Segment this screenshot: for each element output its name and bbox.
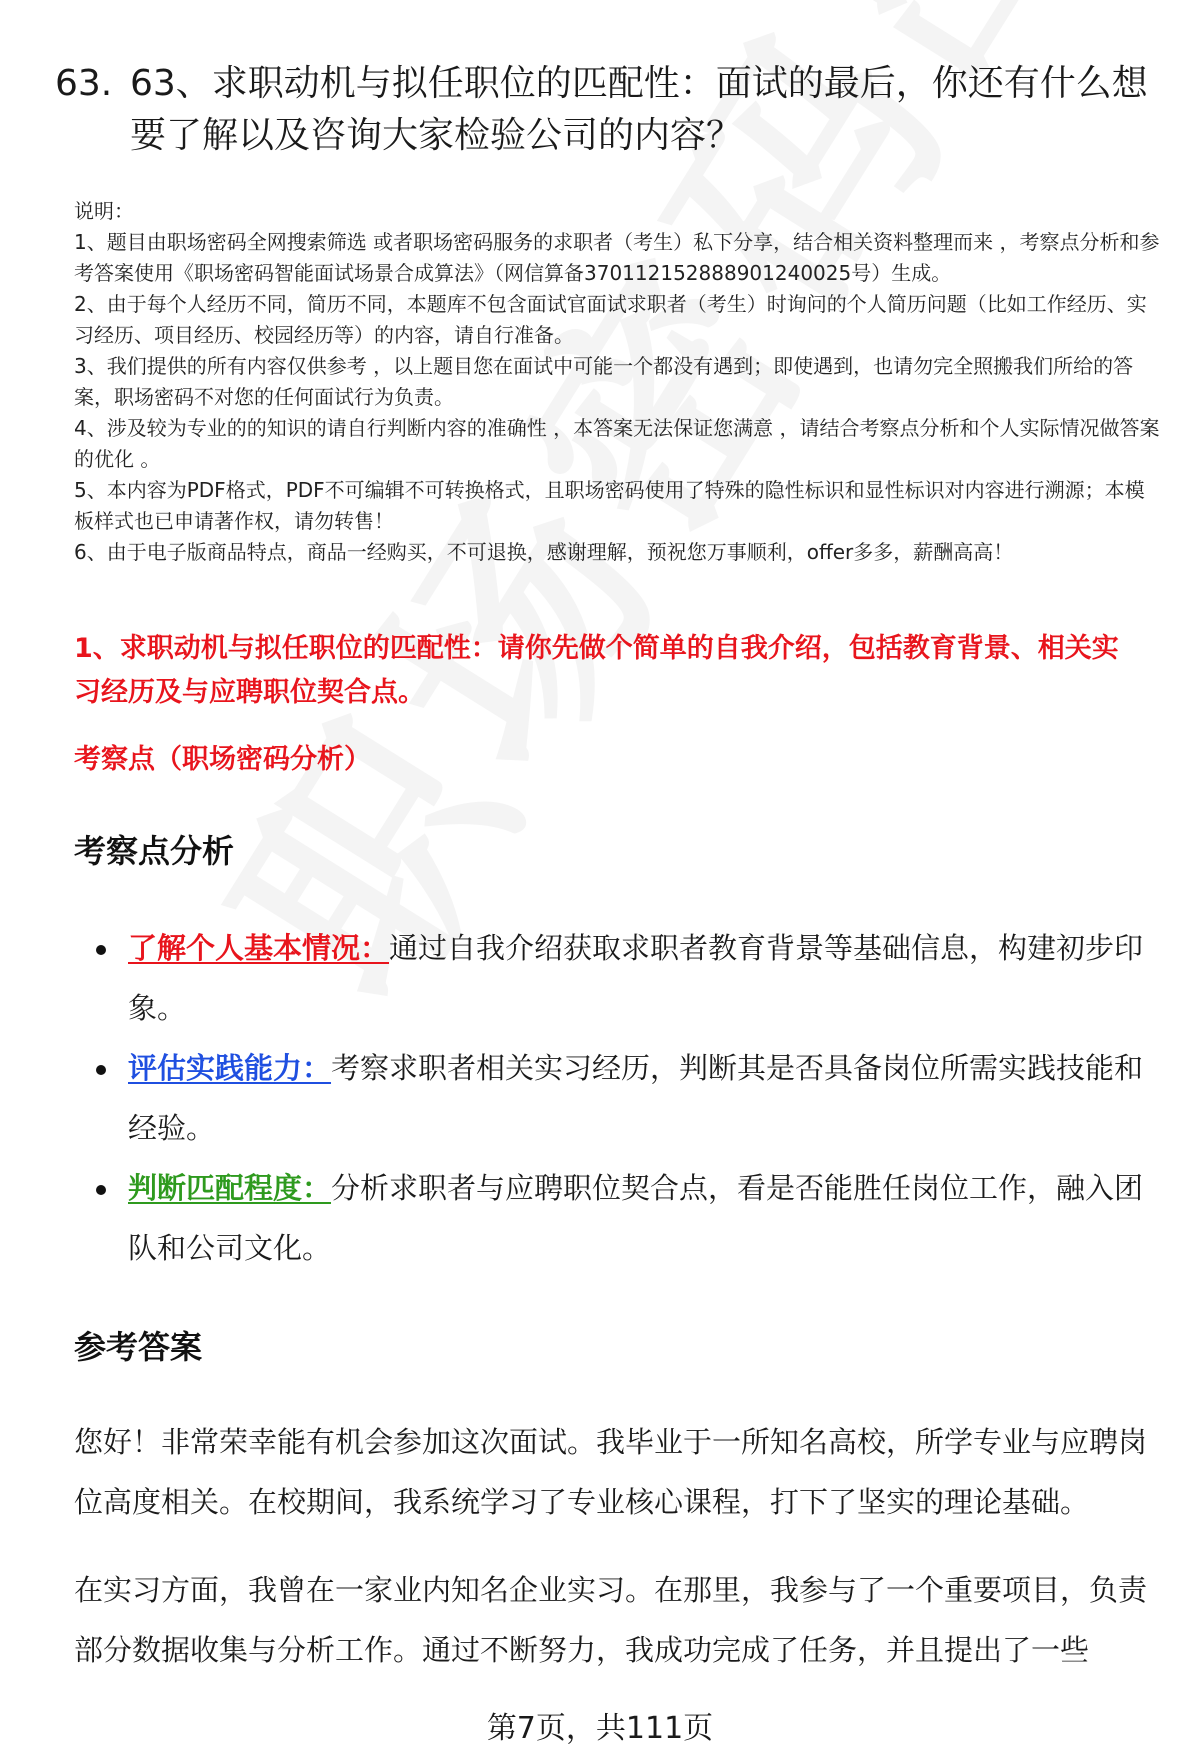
- note-item: 6、由于电子版商品特点，商品一经购买，不可退换，感谢理解，预祝您万事顺利，offer多多，薪酬高高！: [74, 540, 1014, 564]
- answer-paragraph: 您好！非常荣幸能有机会参加这次面试。我毕业于一所知名高校，所学专业与应聘岗位高度相关。在校期间，我系统学习了专业核心课程，打下了坚实的理论基础。: [74, 1425, 1148, 1519]
- point-text: 分析求职者与应聘职位契合点，看是否能胜任岗位工作，融入团队和公司文化。: [128, 1171, 1144, 1265]
- point-key: 判断匹配程度：: [128, 1171, 332, 1205]
- list-item: [74, 918, 1154, 1038]
- analysis-label: 考察点（职场密码分析）: [74, 744, 371, 775]
- note-item: 4、涉及较为专业的的知识的请自行判断内容的准确性 ，本答案无法保证您满意 ，请结合考察点分析和个人实际情况做答案的优化 。: [74, 416, 1160, 471]
- list-item: [74, 1158, 1154, 1278]
- answer-heading: 参考答案: [74, 1328, 203, 1366]
- bullet-icon: [96, 1065, 106, 1075]
- notes-block: [74, 196, 1164, 568]
- sub-question: 1、求职动机与拟任职位的匹配性：请你先做个简单的自我介绍，包括教育背景、相关实习经历及与应聘职位契合点。: [74, 633, 1119, 708]
- question-title: [55, 58, 1155, 162]
- point-text: 考察求职者相关实习经历，判断其是否具备岗位所需实践技能和经验。: [128, 1051, 1144, 1145]
- notes-heading: 说明：: [74, 199, 134, 223]
- question-text: 63、求职动机与拟任职位的匹配性：面试的最后，你还有什么想要了解以及咨询大家检验公司的内容？: [130, 63, 1148, 156]
- question-number: 63.: [55, 63, 113, 104]
- point-text: 通过自我介绍获取求职者教育背景等基础信息，构建初步印象。: [128, 931, 1144, 1025]
- analysis-heading: 考察点分析: [74, 832, 235, 870]
- note-item: 3、我们提供的所有内容仅供参考 ，以上题目您在面试中可能一个都没有遇到；即使遇到，也请勿完全照搬我们所给的答案，职场密码不对您的任何面试行为负责。: [74, 354, 1134, 409]
- answer-paragraph: 在实习方面，我曾在一家业内知名企业实习。在那里，我参与了一个重要项目，负责部分数据收集与分析工作。通过不断努力，我成功完成了任务，并且提出了一些: [74, 1573, 1148, 1667]
- list-item: [74, 1038, 1154, 1158]
- bullet-icon: [96, 945, 106, 955]
- note-item: 5、本内容为PDF格式，PDF不可编辑不可转换格式，且职场密码使用了特殊的隐性标识和显性标识对内容进行溯源；本模板样式也已申请著作权，请勿转售！: [74, 478, 1145, 533]
- note-item: 2、由于每个人经历不同，简历不同，本题库不包含面试官面试求职者（考生）时询问的个人简历问题（比如工作经历、实习经历、项目经历、校园经历等）的内容，请自行准备。: [74, 292, 1147, 347]
- page-footer: 第7页，共111页: [486, 1711, 714, 1746]
- note-item: 1、题目由职场密码全网搜索筛选 或者职场密码服务的求职者（考生）私下分享，结合相关资料整理而来 ，考察点分析和参考答案使用《职场密码智能面试场景合成算法》（网信算备370112152888901240025号）生成。: [74, 230, 1160, 285]
- bullet-icon: [96, 1185, 106, 1195]
- point-key: 评估实践能力：: [128, 1051, 332, 1085]
- point-key: 了解个人基本情况：: [128, 931, 390, 965]
- analysis-points: [74, 918, 1154, 1278]
